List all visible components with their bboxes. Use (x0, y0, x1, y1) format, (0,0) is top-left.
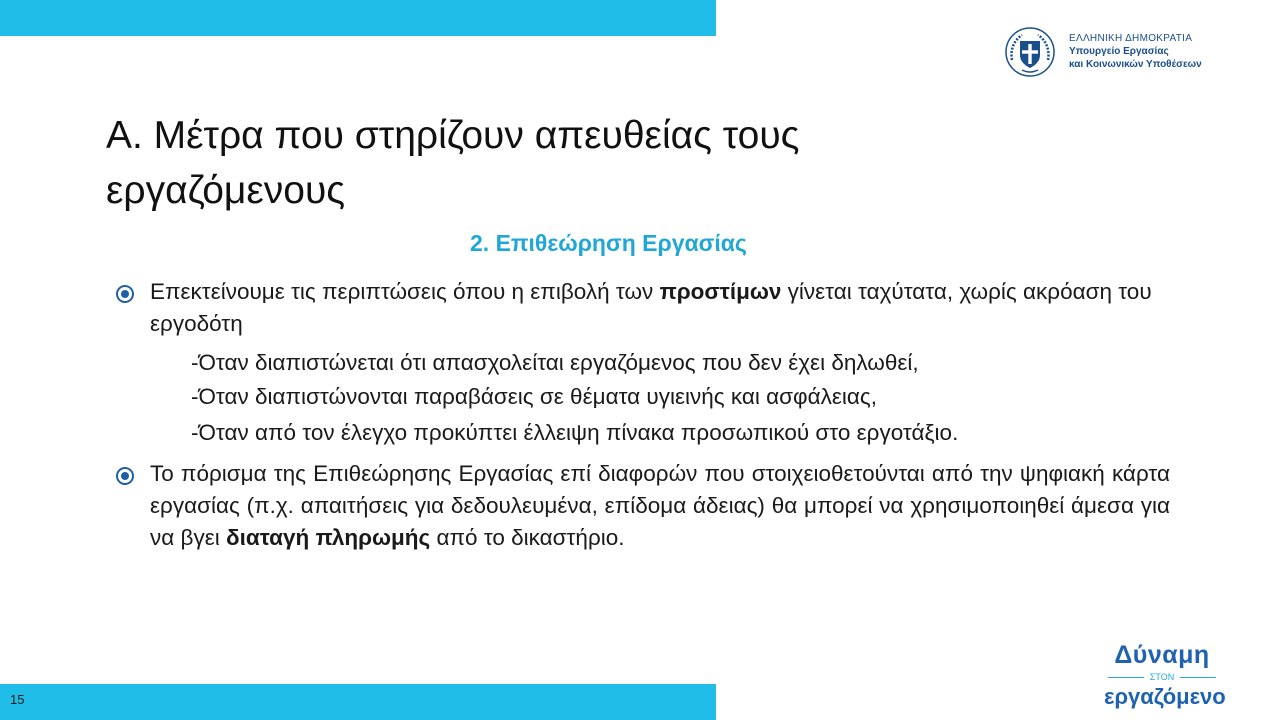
bullet-marker-icon (116, 467, 134, 485)
ministry-logo (1004, 26, 1244, 84)
bullet-1-text-end: γίνεται ταχύτατα, χωρίς ακρόαση του εργοδότη (150, 279, 1152, 336)
bullet-item-payment-order (112, 458, 1170, 554)
bullet-2-text-end: από το δικαστήριο. (430, 525, 625, 550)
bullet-2-text-start: Το πόρισμα της Επιθεώρησης Εργασίας επί διαφορών που στοιχειοθετούνται από την ψηφιακή κάρτα εργασίας (π.χ. απαιτήσεις για δεδουλευμένα, επίδομα άδειας) θα μπορεί να χρησιμοποιηθεί άμεσα για να βγει (150, 461, 1170, 550)
ministry-line-2: Υπουργείο Εργασίας (1069, 46, 1169, 57)
sub-item: -Όταν διαπιστώνεται ότι απασχολείται εργαζόμενος που δεν έχει δηλωθεί, (191, 350, 919, 375)
bottom-accent-band (0, 684, 716, 720)
sub-item: -Όταν διαπιστώνονται παραβάσεις σε θέματα υγιεινής και ασφάλειας, (191, 384, 877, 409)
ministry-line-1: ΕΛΛΗΝΙΚΗ ΔΗΜΟΚΡΑΤΙΑ (1069, 33, 1193, 44)
greek-coat-of-arms-icon (1004, 26, 1056, 78)
slide-content (112, 276, 1170, 554)
page-number: 15 (10, 692, 25, 707)
section-subtitle: 2. Επιθεώρηση Εργασίας (470, 230, 747, 256)
bullet-1-text-start: Επεκτείνουμε τις περιπτώσεις όπου η επιβολή των (150, 279, 660, 304)
ministry-line-3: και Κοινωνικών Υποθέσεων (1069, 59, 1202, 70)
sub-item: -Όταν από τον έλεγχο προκύπτει έλλειψη πίνακα προσωπικού στο εργοτάξιο. (191, 420, 959, 445)
bullet-item-fines (112, 276, 1170, 340)
campaign-logo (1104, 641, 1226, 709)
slide-title: Α. Μέτρα που στηρίζουν απευθείας τους εργαζόμενους (106, 114, 800, 212)
bullet-2-bold-text: διαταγή πληρωμής (225, 525, 431, 550)
top-accent-band (0, 0, 716, 36)
sub-item-list (112, 346, 1170, 452)
bullet-marker-icon (116, 285, 134, 303)
campaign-logo-line-3: εργαζόμενο (1104, 684, 1226, 709)
campaign-logo-line-1: Δύναμη (1114, 641, 1210, 669)
ministry-name (1069, 32, 1202, 71)
bullet-1-bold-text: προστίμων (659, 279, 782, 304)
campaign-logo-line-2: ΣΤΟΝ (1104, 671, 1220, 683)
